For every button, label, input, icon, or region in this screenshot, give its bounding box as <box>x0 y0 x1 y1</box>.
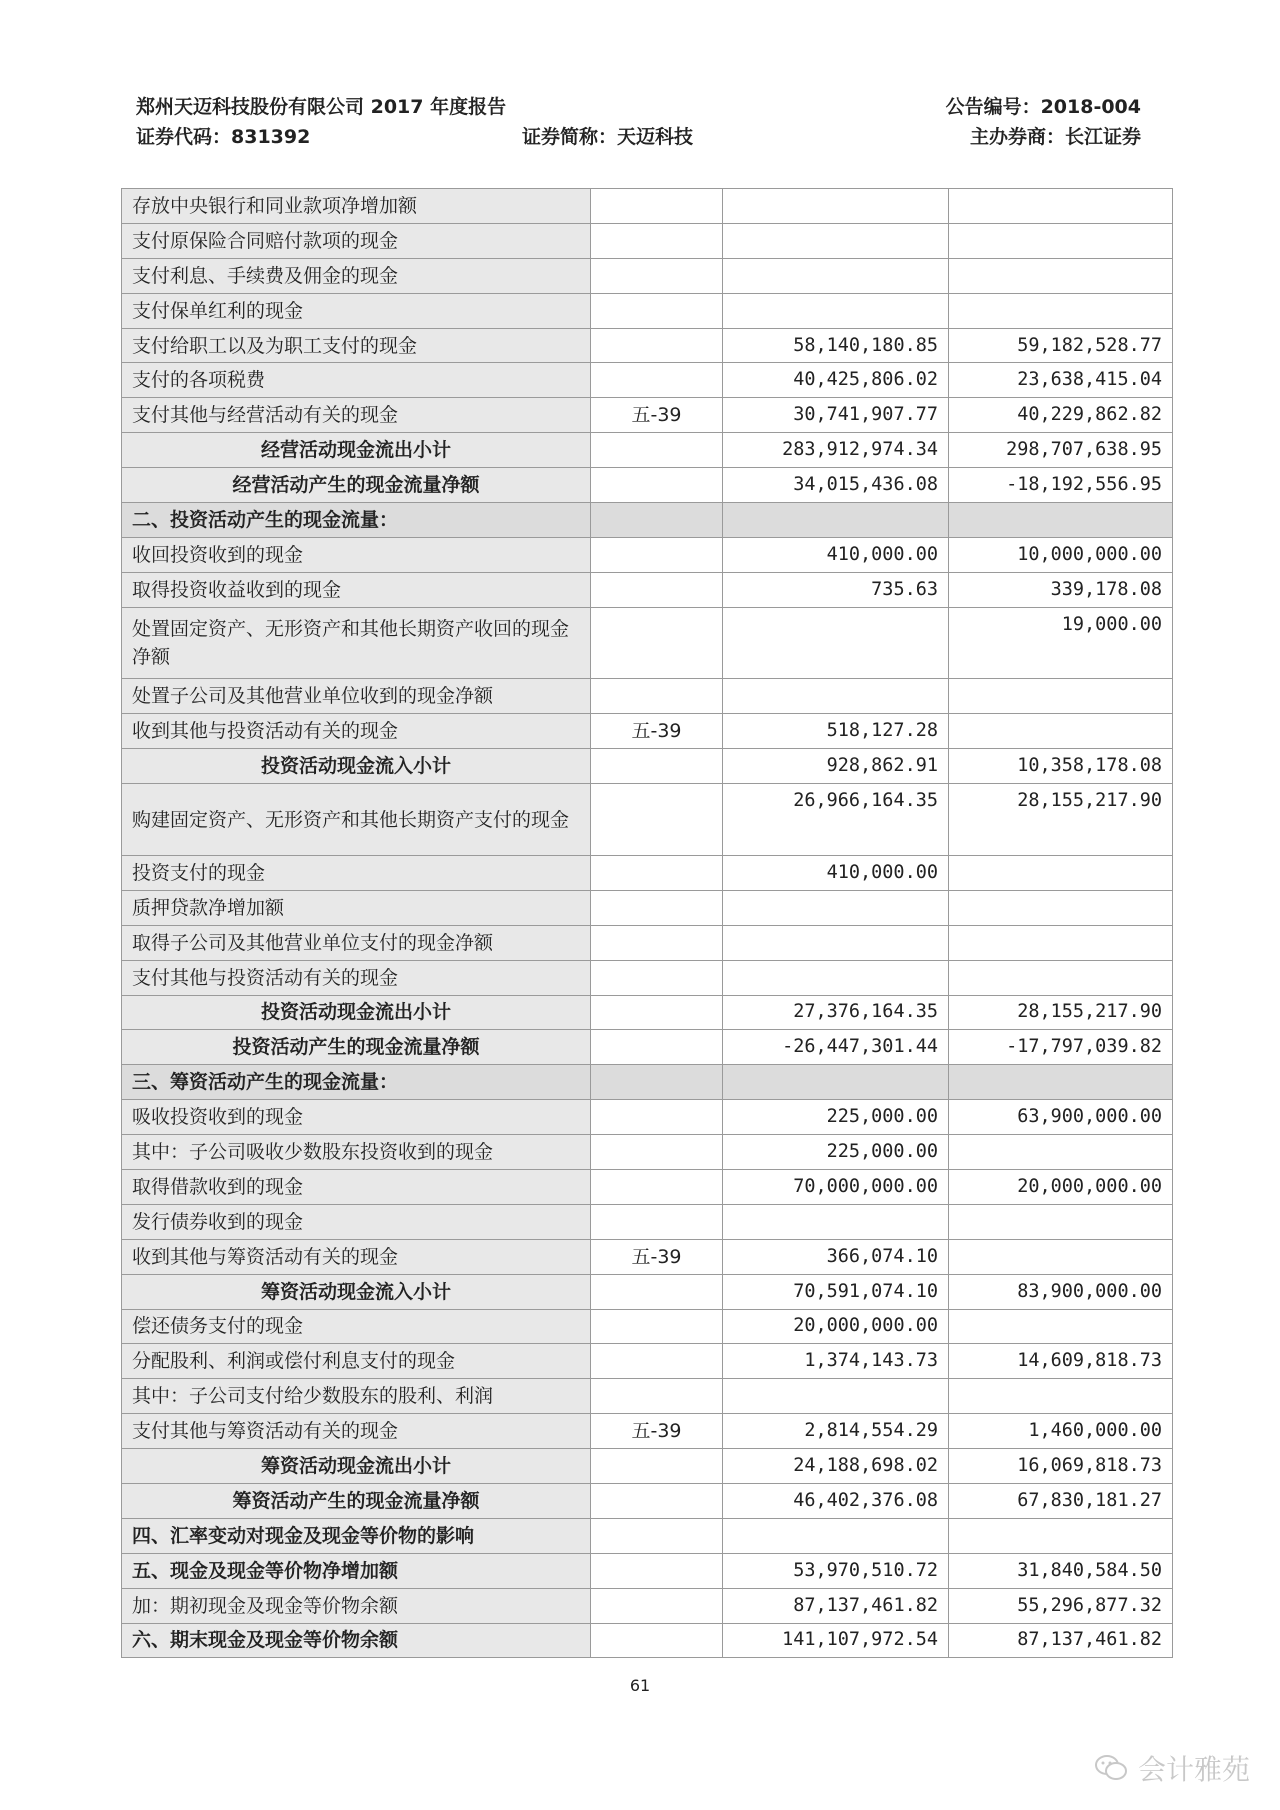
row-note <box>591 433 723 468</box>
row-item: 支付原保险合同赔付款项的现金 <box>122 223 591 258</box>
row-note <box>591 890 723 925</box>
row-item: 支付其他与经营活动有关的现金 <box>122 398 591 433</box>
row-prior-amount: 10,358,178.08 <box>949 749 1173 784</box>
row-current-amount: 46,402,376.08 <box>723 1483 949 1518</box>
subtotal-row <box>122 1274 1173 1309</box>
row-prior-amount <box>949 1135 1173 1170</box>
table-row <box>122 258 1173 293</box>
table-row <box>122 537 1173 572</box>
table-row <box>122 890 1173 925</box>
row-prior-amount <box>949 1239 1173 1274</box>
row-prior-amount: 31,840,584.50 <box>949 1553 1173 1588</box>
row-prior-amount: 55,296,877.32 <box>949 1588 1173 1623</box>
row-prior-amount <box>949 503 1173 538</box>
table-row <box>122 363 1173 398</box>
row-item: 筹资活动产生的现金流量净额 <box>122 1483 591 1518</box>
table-row <box>122 398 1173 433</box>
row-note <box>591 223 723 258</box>
subtotal-row <box>122 1449 1173 1484</box>
row-item: 其中：子公司支付给少数股东的股利、利润 <box>122 1379 591 1414</box>
row-prior-amount: 67,830,181.27 <box>949 1483 1173 1518</box>
row-item: 五、现金及现金等价物净增加额 <box>122 1553 591 1588</box>
subtotal-row <box>122 1030 1173 1065</box>
row-note <box>591 1274 723 1309</box>
row-note: 五-39 <box>591 1239 723 1274</box>
row-item: 三、筹资活动产生的现金流量： <box>122 1065 591 1100</box>
row-note: 五-39 <box>591 398 723 433</box>
row-note <box>591 995 723 1030</box>
row-note <box>591 258 723 293</box>
row-item: 投资支付的现金 <box>122 855 591 890</box>
row-item: 分配股利、利润或偿付利息支付的现金 <box>122 1344 591 1379</box>
row-current-amount <box>723 1065 949 1100</box>
sponsor-broker: 主办券商：长江证券 <box>969 126 1141 148</box>
row-prior-amount <box>949 925 1173 960</box>
row-current-amount <box>723 258 949 293</box>
row-prior-amount: 14,609,818.73 <box>949 1344 1173 1379</box>
row-current-amount: -26,447,301.44 <box>723 1030 949 1065</box>
row-item: 投资活动产生的现金流量净额 <box>122 1030 591 1065</box>
table-row <box>122 1135 1173 1170</box>
section-total-row <box>122 1553 1173 1588</box>
watermark-text: 会计雅苑 <box>1137 1753 1250 1786</box>
row-item: 发行债券收到的现金 <box>122 1204 591 1239</box>
row-prior-amount: 40,229,862.82 <box>949 398 1173 433</box>
row-current-amount: 34,015,436.08 <box>723 468 949 503</box>
row-current-amount: 366,074.10 <box>723 1239 949 1274</box>
row-prior-amount: 28,155,217.90 <box>949 995 1173 1030</box>
security-code: 证券代码：831392 <box>136 126 311 148</box>
row-note <box>591 784 723 856</box>
row-note <box>591 925 723 960</box>
row-item: 支付保单红利的现金 <box>122 293 591 328</box>
row-note <box>591 1623 723 1658</box>
row-item: 筹资活动现金流入小计 <box>122 1274 591 1309</box>
row-current-amount: 141,107,972.54 <box>723 1623 949 1658</box>
row-current-amount: 70,000,000.00 <box>723 1169 949 1204</box>
row-prior-amount: 83,900,000.00 <box>949 1274 1173 1309</box>
table-row <box>122 328 1173 363</box>
row-note <box>591 960 723 995</box>
row-prior-amount <box>949 189 1173 224</box>
row-note <box>591 1135 723 1170</box>
row-note <box>591 572 723 607</box>
row-item: 筹资活动现金流出小计 <box>122 1449 591 1484</box>
row-note <box>591 1344 723 1379</box>
row-note <box>591 1518 723 1553</box>
row-item: 收到其他与筹资活动有关的现金 <box>122 1239 591 1274</box>
table-row <box>122 607 1173 679</box>
row-note <box>591 1169 723 1204</box>
row-note <box>591 1309 723 1344</box>
row-current-amount: 30,741,907.77 <box>723 398 949 433</box>
row-item: 投资活动现金流入小计 <box>122 749 591 784</box>
row-current-amount: 20,000,000.00 <box>723 1309 949 1344</box>
row-item: 取得投资收益收到的现金 <box>122 572 591 607</box>
row-current-amount <box>723 925 949 960</box>
row-current-amount: 928,862.91 <box>723 749 949 784</box>
row-prior-amount: 298,707,638.95 <box>949 433 1173 468</box>
table-row <box>122 1588 1173 1623</box>
row-prior-amount: 19,000.00 <box>949 607 1173 679</box>
row-item: 支付利息、手续费及佣金的现金 <box>122 258 591 293</box>
row-note <box>591 1065 723 1100</box>
row-current-amount <box>723 607 949 679</box>
row-current-amount <box>723 1379 949 1414</box>
row-current-amount: 53,970,510.72 <box>723 1553 949 1588</box>
section-header-row <box>122 1065 1173 1100</box>
row-item: 购建固定资产、无形资产和其他长期资产支付的现金 <box>122 784 591 856</box>
row-current-amount: 2,814,554.29 <box>723 1414 949 1449</box>
row-item: 经营活动产生的现金流量净额 <box>122 468 591 503</box>
row-note <box>591 1588 723 1623</box>
row-item: 支付给职工以及为职工支付的现金 <box>122 328 591 363</box>
row-item: 处置固定资产、无形资产和其他长期资产收回的现金净额 <box>122 607 591 679</box>
subtotal-row <box>122 468 1173 503</box>
row-note <box>591 189 723 224</box>
row-prior-amount: 28,155,217.90 <box>949 784 1173 856</box>
security-abbreviation: 证券简称：天迈科技 <box>522 126 694 148</box>
row-note <box>591 1483 723 1518</box>
row-current-amount: 26,966,164.35 <box>723 784 949 856</box>
row-prior-amount <box>949 1065 1173 1100</box>
row-current-amount: 1,374,143.73 <box>723 1344 949 1379</box>
row-item: 质押贷款净增加额 <box>122 890 591 925</box>
row-prior-amount: 20,000,000.00 <box>949 1169 1173 1204</box>
table-row <box>122 1100 1173 1135</box>
row-prior-amount <box>949 223 1173 258</box>
table-row <box>122 1239 1173 1274</box>
table-row <box>122 223 1173 258</box>
row-current-amount: 225,000.00 <box>723 1135 949 1170</box>
row-note: 五-39 <box>591 1414 723 1449</box>
row-current-amount <box>723 1204 949 1239</box>
table-row <box>122 293 1173 328</box>
row-prior-amount: -17,797,039.82 <box>949 1030 1173 1065</box>
row-note: 五-39 <box>591 714 723 749</box>
row-item: 六、期末现金及现金等价物余额 <box>122 1623 591 1658</box>
row-current-amount: 87,137,461.82 <box>723 1588 949 1623</box>
row-current-amount: 24,188,698.02 <box>723 1449 949 1484</box>
row-item: 收到其他与投资活动有关的现金 <box>122 714 591 749</box>
row-current-amount: 58,140,180.85 <box>723 328 949 363</box>
row-current-amount: 518,127.28 <box>723 714 949 749</box>
row-prior-amount <box>949 679 1173 714</box>
row-current-amount <box>723 960 949 995</box>
table-row <box>122 855 1173 890</box>
row-current-amount: 40,425,806.02 <box>723 363 949 398</box>
row-note <box>591 503 723 538</box>
row-current-amount: 410,000.00 <box>723 855 949 890</box>
table-row <box>122 960 1173 995</box>
row-item: 收回投资收到的现金 <box>122 537 591 572</box>
table-row <box>122 925 1173 960</box>
row-prior-amount <box>949 1204 1173 1239</box>
row-current-amount: 225,000.00 <box>723 1100 949 1135</box>
row-item: 四、汇率变动对现金及现金等价物的影响 <box>122 1518 591 1553</box>
section-header-row <box>122 503 1173 538</box>
section-total-row <box>122 1623 1173 1658</box>
row-item: 支付的各项税费 <box>122 363 591 398</box>
table-row <box>122 1309 1173 1344</box>
row-note <box>591 749 723 784</box>
row-item: 取得借款收到的现金 <box>122 1169 591 1204</box>
row-prior-amount: 23,638,415.04 <box>949 363 1173 398</box>
row-prior-amount <box>949 855 1173 890</box>
row-prior-amount <box>949 1379 1173 1414</box>
row-item: 二、投资活动产生的现金流量： <box>122 503 591 538</box>
row-prior-amount <box>949 1518 1173 1553</box>
row-current-amount: 27,376,164.35 <box>723 995 949 1030</box>
table-row <box>122 679 1173 714</box>
row-item: 偿还债务支付的现金 <box>122 1309 591 1344</box>
table-row <box>122 1344 1173 1379</box>
company-report-title: 郑州天迈科技股份有限公司 2017 年度报告 <box>136 96 507 118</box>
row-note <box>591 1379 723 1414</box>
row-note <box>591 537 723 572</box>
row-prior-amount: 59,182,528.77 <box>949 328 1173 363</box>
table-row <box>122 714 1173 749</box>
table-row <box>122 784 1173 856</box>
report-header <box>136 92 1141 152</box>
row-prior-amount <box>949 714 1173 749</box>
row-item: 加：期初现金及现金等价物余额 <box>122 1588 591 1623</box>
row-note <box>591 363 723 398</box>
row-item: 取得子公司及其他营业单位支付的现金净额 <box>122 925 591 960</box>
row-note <box>591 1449 723 1484</box>
table-row <box>122 1414 1173 1449</box>
row-current-amount <box>723 890 949 925</box>
row-note <box>591 855 723 890</box>
row-prior-amount: 87,137,461.82 <box>949 1623 1173 1658</box>
table-row <box>122 572 1173 607</box>
row-item: 吸收投资收到的现金 <box>122 1100 591 1135</box>
table-row <box>122 189 1173 224</box>
row-current-amount: 735.63 <box>723 572 949 607</box>
row-current-amount <box>723 679 949 714</box>
row-item: 支付其他与筹资活动有关的现金 <box>122 1414 591 1449</box>
row-note <box>591 293 723 328</box>
row-current-amount <box>723 189 949 224</box>
row-note <box>591 1553 723 1588</box>
row-prior-amount <box>949 258 1173 293</box>
subtotal-row <box>122 749 1173 784</box>
row-prior-amount <box>949 960 1173 995</box>
row-prior-amount: 10,000,000.00 <box>949 537 1173 572</box>
page-number: 61 <box>629 1676 651 1695</box>
row-prior-amount <box>949 293 1173 328</box>
row-note <box>591 1204 723 1239</box>
row-prior-amount: 16,069,818.73 <box>949 1449 1173 1484</box>
subtotal-row <box>122 1483 1173 1518</box>
table-row <box>122 1379 1173 1414</box>
row-item: 投资活动现金流出小计 <box>122 995 591 1030</box>
row-prior-amount: -18,192,556.95 <box>949 468 1173 503</box>
row-prior-amount: 63,900,000.00 <box>949 1100 1173 1135</box>
row-item: 处置子公司及其他营业单位收到的现金净额 <box>122 679 591 714</box>
row-current-amount: 410,000.00 <box>723 537 949 572</box>
wechat-icon <box>1094 1754 1128 1782</box>
row-current-amount <box>723 503 949 538</box>
subtotal-row <box>122 995 1173 1030</box>
row-item: 存放中央银行和同业款项净增加额 <box>122 189 591 224</box>
section-header-row <box>122 1518 1173 1553</box>
cash-flow-table <box>121 188 1173 1658</box>
table-row <box>122 1204 1173 1239</box>
row-prior-amount <box>949 1309 1173 1344</box>
row-current-amount <box>723 223 949 258</box>
row-note <box>591 607 723 679</box>
subtotal-row <box>122 433 1173 468</box>
row-current-amount: 283,912,974.34 <box>723 433 949 468</box>
row-current-amount: 70,591,074.10 <box>723 1274 949 1309</box>
row-prior-amount: 339,178.08 <box>949 572 1173 607</box>
table-row <box>122 1169 1173 1204</box>
row-item: 经营活动现金流出小计 <box>122 433 591 468</box>
announcement-number: 公告编号：2018-004 <box>945 96 1141 118</box>
row-note <box>591 468 723 503</box>
row-note <box>591 1100 723 1135</box>
row-prior-amount: 1,460,000.00 <box>949 1414 1173 1449</box>
row-current-amount <box>723 1518 949 1553</box>
watermark <box>1094 1748 1250 1788</box>
row-note <box>591 328 723 363</box>
row-item: 支付其他与投资活动有关的现金 <box>122 960 591 995</box>
row-prior-amount <box>949 890 1173 925</box>
row-note <box>591 1030 723 1065</box>
row-item: 其中：子公司吸收少数股东投资收到的现金 <box>122 1135 591 1170</box>
row-current-amount <box>723 293 949 328</box>
row-note <box>591 679 723 714</box>
